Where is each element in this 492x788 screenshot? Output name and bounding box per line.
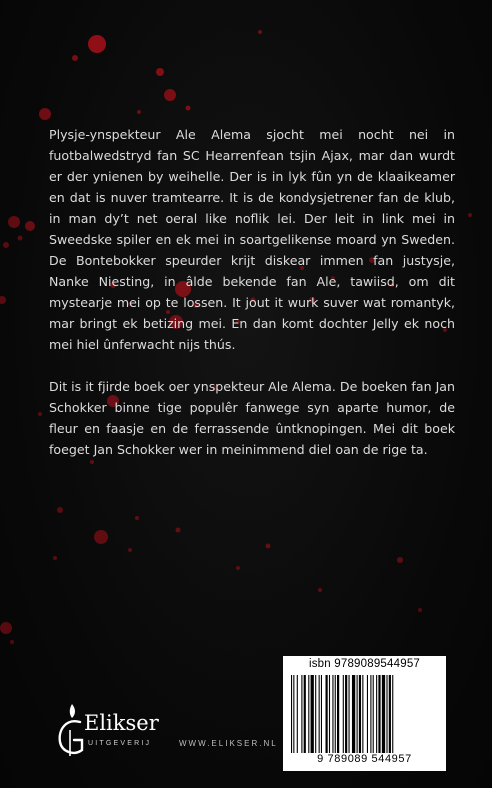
barcode-digits: 9 789089 544957 [317, 753, 412, 765]
barcode-bar [378, 675, 380, 753]
blurb-paragraph-1: Plysje-ynspekteur Ale Alema sjocht mei nocht nei in fuotbalwedstryd fan SC Hearrenfean tsjin Ajax, mar dan wurdt er der ynienen by weihelle. Der is in lyk fûn yn de klaaikeamer en dat is nuver tramtearre. It is de kondysjetrener fan de klub, in man dy’t net oeral like noflik lei. Der leit in link mei in Sweedske spiler en ek mei in soartgelikense moard yn Sweden. De Bontebokker speurder krijt diskear immen fan justysje, Nanke Niesting, in âlde bekende fan Ale, tawiisd, om dit mystearje mei op te lossen. It jout it wurk suver wat romantyk, mar bringt ek betizing mei. En dan komt dochter Jelly ek noch mei hiel ûnferwacht nijs thús. [49, 127, 455, 352]
barcode-bar [382, 675, 385, 753]
barcode-bar [349, 675, 350, 753]
barcode-bar [337, 675, 339, 753]
barcode-bar [291, 675, 292, 753]
barcode-bar [345, 675, 347, 753]
publisher-subtitle: UITGEVERIJ [88, 740, 152, 747]
back-cover-blurb [49, 124, 455, 481]
barcode-bar [389, 675, 391, 753]
barcode-bar [362, 675, 363, 753]
barcode-bar [311, 675, 314, 753]
isbn-label: isbn 9789089544957 [308, 658, 421, 670]
barcode-bar [332, 675, 333, 753]
barcode-bar [359, 675, 361, 753]
barcode-bar [373, 675, 374, 753]
barcode-bar [370, 675, 371, 753]
barcode-bar [293, 675, 294, 753]
publisher-logo [56, 700, 176, 760]
barcode-bar [343, 675, 344, 753]
barcode-bar [376, 675, 377, 753]
barcode-bar [304, 675, 306, 753]
barcode-bar [315, 675, 316, 753]
barcode-bar [319, 675, 320, 753]
barcode-bar [357, 675, 358, 753]
barcode-bar [392, 675, 393, 753]
barcode-bar [326, 675, 328, 753]
barcode-bar [352, 675, 355, 753]
publisher-name: Elikser [84, 711, 159, 735]
barcode-bar [308, 675, 309, 753]
barcode-bar [367, 675, 368, 753]
barcode-bar [335, 675, 336, 753]
barcode-bar [301, 675, 302, 753]
barcode-bar [386, 675, 387, 753]
barcode-bar [321, 675, 322, 753]
isbn-barcode-box [283, 656, 446, 771]
blurb-paragraph-2: Dit is it fjirde boek oer ynspekteur Ale Alema. De boeken fan Jan Schokker binne tige populêr fanwege syn aparte humor, de fleur en faasje en de ferrassende ûntknopingen. Mei dit boek foeget Jan Schokker wer in meinimmend diel oan de rige ta. [49, 379, 455, 457]
publisher-website: WWW.ELIKSER.NL [179, 739, 278, 748]
barcode-bar [329, 675, 330, 753]
barcode-bar [297, 675, 298, 753]
barcode [289, 675, 440, 753]
